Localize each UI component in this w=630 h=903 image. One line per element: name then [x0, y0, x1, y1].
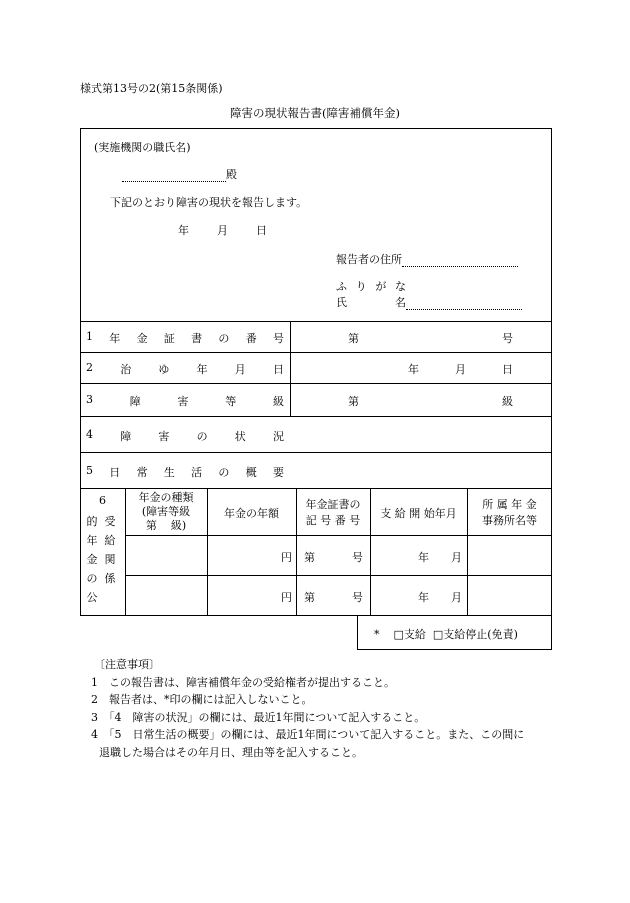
- col-certificate-number: 年金証書の 記 号 番 号: [305, 498, 361, 527]
- agency-name-line[interactable]: [122, 169, 226, 182]
- form-number: 様式第13号の2(第15条関係): [80, 82, 223, 95]
- col-pension-type: 年金の種類 (障害等級 第 級): [138, 491, 194, 532]
- furigana-label: ふ り が な: [336, 280, 406, 293]
- row1-label: 1 年 金 証 書 の 番 号: [86, 330, 284, 345]
- note-item: 3 「4 障害の状況」の欄には、最近1年間について記入すること。: [91, 710, 426, 724]
- asterisk-mark: *: [374, 628, 380, 641]
- date-month-label: 月: [217, 224, 228, 237]
- row1-dai[interactable]: 第: [348, 332, 359, 345]
- honorific: 殿: [226, 168, 237, 181]
- row1-start-month[interactable]: 月: [451, 551, 462, 564]
- row3-dai[interactable]: 第: [348, 395, 359, 408]
- row2-type-cell[interactable]: [126, 576, 206, 614]
- row2-cert-dai[interactable]: 第: [304, 591, 315, 604]
- pension-side-number: 6: [99, 494, 106, 507]
- name-line[interactable]: [406, 297, 522, 310]
- option-pay-checkbox[interactable]: □支給: [393, 628, 426, 641]
- pension-side-left: 的 年 金 の 公: [86, 515, 98, 604]
- status-options: [374, 626, 518, 642]
- name-label: 氏 名: [336, 296, 406, 309]
- form-title: 障害の現状報告書(障害補償年金): [230, 106, 400, 120]
- pension-side-right: 受 給 関 係: [104, 515, 116, 585]
- row1-go: 号: [502, 332, 513, 345]
- row2-yen[interactable]: 円: [281, 591, 292, 604]
- row1-cert-dai[interactable]: 第: [304, 551, 315, 564]
- date-day-label: 日: [256, 224, 267, 237]
- row1-type-cell[interactable]: [126, 536, 206, 574]
- statement-text: 下記のとおり障害の現状を報告します。: [110, 196, 308, 209]
- col-annual-amount: 年金の年額: [224, 507, 279, 520]
- address-label: 報告者の住所: [336, 253, 402, 266]
- notes-section: [83, 656, 524, 761]
- row4-label[interactable]: 4 障 害 の 状 況: [86, 428, 284, 443]
- report-date[interactable]: [178, 222, 267, 238]
- row1-start-year[interactable]: 年: [418, 551, 429, 564]
- note-item-continued: 退職した場合はその年月日、理由等を記入すること。: [99, 745, 363, 759]
- note-item: 4 「5 日常生活の概要」の欄には、最近1年間について記入すること。また、この間に: [91, 728, 525, 741]
- name-row[interactable]: [336, 294, 522, 310]
- date-year-label: 年: [178, 224, 189, 237]
- agency-name-field[interactable]: [122, 166, 237, 182]
- row1-yen[interactable]: 円: [281, 551, 292, 564]
- row2-label: 2 治 ゆ 年 月 日: [86, 361, 284, 376]
- row2-day[interactable]: 日: [502, 363, 513, 376]
- notes-heading: 〔注意事項〕: [94, 658, 160, 671]
- agency-label: (実施機関の職氏名): [94, 141, 191, 154]
- address-row[interactable]: [336, 251, 518, 267]
- row3-kyu: 級: [502, 395, 513, 408]
- col-office-name: 所 属 年 金 事務所名等: [482, 498, 537, 527]
- col-start-date: 支 給 開 始年月: [380, 507, 457, 520]
- address-line[interactable]: [402, 254, 518, 267]
- row2-start-year[interactable]: 年: [418, 591, 429, 604]
- row1-cert-go: 号: [352, 551, 363, 564]
- row2-start-month[interactable]: 月: [451, 591, 462, 604]
- note-item: 2 報告者は、*印の欄には記入しないこと。: [91, 693, 313, 706]
- row3-label: 3 障 害 等 級: [86, 393, 284, 408]
- row5-label[interactable]: 5 日 常 生 活 の 概 要: [86, 464, 284, 479]
- row2-year[interactable]: 年: [408, 363, 419, 376]
- option-stop-checkbox[interactable]: □支給停止(免責): [432, 628, 518, 641]
- row2-month[interactable]: 月: [455, 363, 466, 376]
- note-item: 1 この報告書は、障害補償年金の受給権者が提出すること。: [91, 675, 395, 689]
- row2-cert-go: 号: [352, 591, 363, 604]
